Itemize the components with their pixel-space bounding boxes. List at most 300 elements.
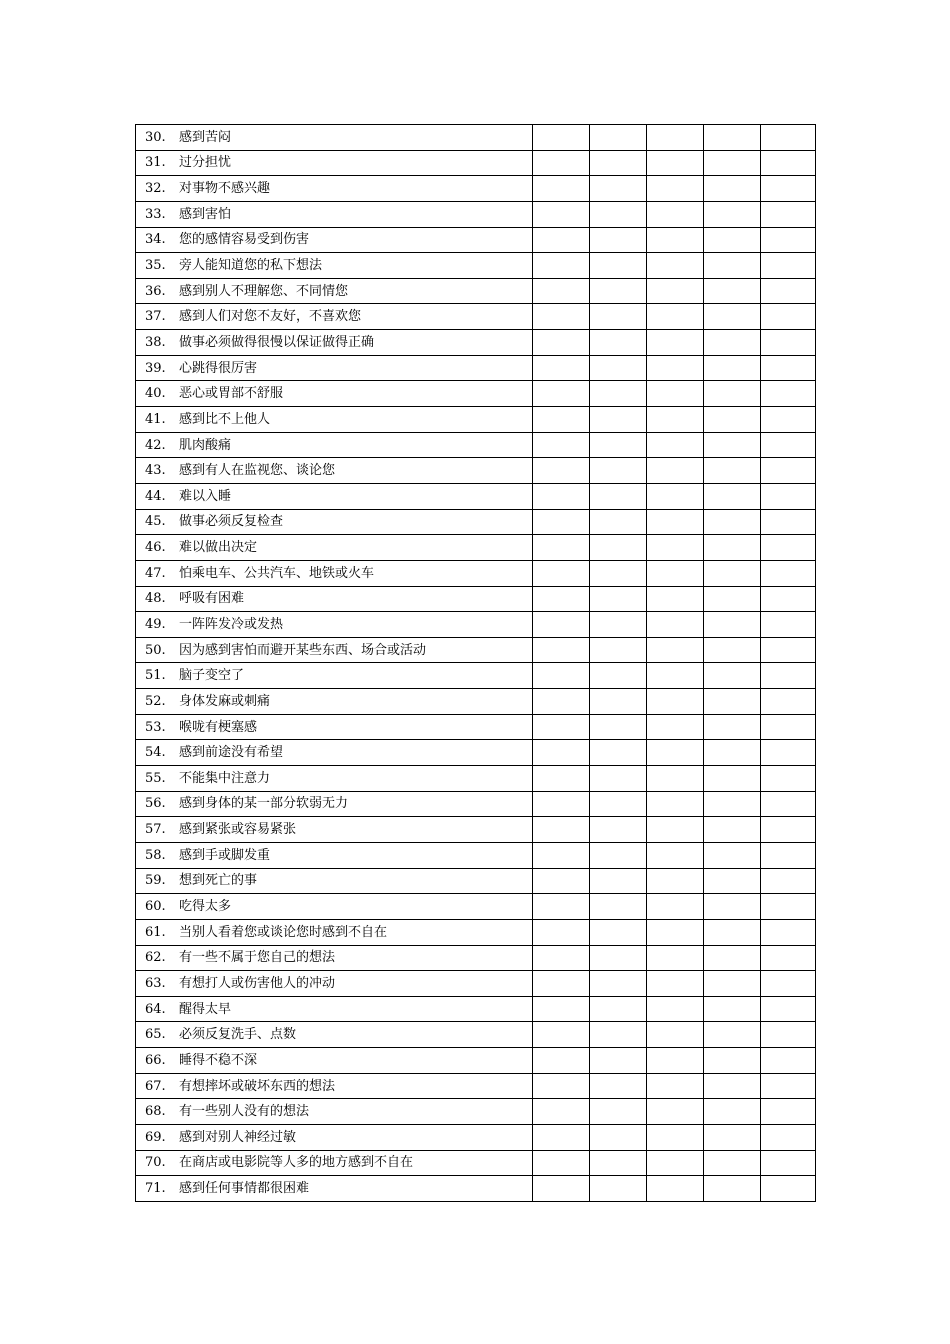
item-text: 心跳得很厉害 <box>179 360 258 376</box>
rating-cell-5[interactable] <box>761 663 816 689</box>
rating-cell-2[interactable] <box>590 740 647 766</box>
rating-cell-4[interactable] <box>704 1150 761 1176</box>
rating-cell-1[interactable] <box>533 304 590 330</box>
item-number: 63. <box>145 975 166 991</box>
rating-cell-4[interactable] <box>704 432 761 458</box>
item-text: 感到人们对您不友好，不喜欢您 <box>179 309 362 325</box>
table-row <box>136 689 816 715</box>
rating-cell-5[interactable] <box>761 304 816 330</box>
rating-cell-1[interactable] <box>533 1124 590 1150</box>
item-cell <box>136 996 533 1022</box>
rating-cell-1[interactable] <box>533 330 590 356</box>
item-cell <box>136 894 533 920</box>
rating-cell-2[interactable] <box>590 637 647 663</box>
rating-cell-3[interactable] <box>647 817 704 843</box>
rating-cell-2[interactable] <box>590 330 647 356</box>
rating-cell-3[interactable] <box>647 278 704 304</box>
rating-cell-1[interactable] <box>533 201 590 227</box>
item-number: 60. <box>145 899 166 915</box>
item-text: 过分担忧 <box>179 155 232 171</box>
rating-cell-1[interactable] <box>533 176 590 202</box>
rating-cell-5[interactable] <box>761 535 816 561</box>
item-cell <box>136 868 533 894</box>
rating-cell-2[interactable] <box>590 1124 647 1150</box>
table-row <box>136 714 816 740</box>
rating-cell-4[interactable] <box>704 817 761 843</box>
rating-cell-2[interactable] <box>590 150 647 176</box>
rating-cell-4[interactable] <box>704 945 761 971</box>
rating-cell-1[interactable] <box>533 971 590 997</box>
item-number: 46. <box>145 540 166 556</box>
table-row <box>136 509 816 535</box>
rating-cell-4[interactable] <box>704 1099 761 1125</box>
rating-cell-1[interactable] <box>533 996 590 1022</box>
rating-cell-5[interactable] <box>761 868 816 894</box>
rating-cell-4[interactable] <box>704 740 761 766</box>
rating-cell-1[interactable] <box>533 1022 590 1048</box>
item-number: 30. <box>145 129 166 145</box>
rating-cell-3[interactable] <box>647 483 704 509</box>
rating-cell-5[interactable] <box>761 689 816 715</box>
rating-cell-3[interactable] <box>647 919 704 945</box>
item-text: 肌肉酸痛 <box>179 437 232 453</box>
item-text: 感到任何事情都很困难 <box>179 1181 310 1197</box>
rating-cell-2[interactable] <box>590 201 647 227</box>
rating-cell-2[interactable] <box>590 176 647 202</box>
rating-cell-4[interactable] <box>704 714 761 740</box>
rating-cell-1[interactable] <box>533 714 590 740</box>
rating-cell-4[interactable] <box>704 842 761 868</box>
rating-cell-1[interactable] <box>533 817 590 843</box>
rating-cell-5[interactable] <box>761 996 816 1022</box>
rating-cell-1[interactable] <box>533 535 590 561</box>
item-cell <box>136 560 533 586</box>
rating-cell-1[interactable] <box>533 407 590 433</box>
item-number: 42. <box>145 437 166 453</box>
rating-cell-3[interactable] <box>647 740 704 766</box>
item-cell <box>136 381 533 407</box>
rating-cell-3[interactable] <box>647 791 704 817</box>
table-row <box>136 1150 816 1176</box>
rating-cell-4[interactable] <box>704 150 761 176</box>
rating-cell-5[interactable] <box>761 1048 816 1074</box>
rating-cell-5[interactable] <box>761 201 816 227</box>
rating-cell-2[interactable] <box>590 945 647 971</box>
table-row <box>136 227 816 253</box>
rating-cell-5[interactable] <box>761 483 816 509</box>
rating-cell-3[interactable] <box>647 1176 704 1202</box>
item-cell <box>136 1073 533 1099</box>
rating-cell-2[interactable] <box>590 1073 647 1099</box>
item-cell <box>136 201 533 227</box>
rating-cell-5[interactable] <box>761 1022 816 1048</box>
rating-cell-4[interactable] <box>704 330 761 356</box>
item-text: 不能集中注意力 <box>179 770 271 786</box>
rating-cell-5[interactable] <box>761 586 816 612</box>
rating-cell-5[interactable] <box>761 150 816 176</box>
item-number: 71. <box>145 1181 166 1197</box>
item-text: 喉咙有梗塞感 <box>179 719 258 735</box>
rating-cell-4[interactable] <box>704 766 761 792</box>
rating-cell-4[interactable] <box>704 1022 761 1048</box>
rating-cell-5[interactable] <box>761 560 816 586</box>
table-row <box>136 381 816 407</box>
rating-cell-4[interactable] <box>704 227 761 253</box>
table-row <box>136 842 816 868</box>
rating-cell-2[interactable] <box>590 483 647 509</box>
rating-cell-4[interactable] <box>704 355 761 381</box>
rating-cell-5[interactable] <box>761 945 816 971</box>
rating-cell-1[interactable] <box>533 483 590 509</box>
rating-cell-3[interactable] <box>647 1150 704 1176</box>
rating-cell-4[interactable] <box>704 1176 761 1202</box>
rating-cell-1[interactable] <box>533 1099 590 1125</box>
rating-cell-2[interactable] <box>590 919 647 945</box>
item-cell <box>136 1176 533 1202</box>
item-text: 感到害怕 <box>179 206 232 222</box>
rating-cell-2[interactable] <box>590 766 647 792</box>
item-text: 醒得太早 <box>179 1001 232 1017</box>
rating-cell-3[interactable] <box>647 689 704 715</box>
rating-cell-4[interactable] <box>704 894 761 920</box>
table-row <box>136 740 816 766</box>
rating-cell-3[interactable] <box>647 1099 704 1125</box>
rating-cell-3[interactable] <box>647 355 704 381</box>
rating-cell-2[interactable] <box>590 227 647 253</box>
rating-cell-3[interactable] <box>647 894 704 920</box>
table-row <box>136 586 816 612</box>
item-number: 53. <box>145 719 166 735</box>
rating-cell-4[interactable] <box>704 637 761 663</box>
rating-cell-4[interactable] <box>704 176 761 202</box>
item-text: 做事必须做得很慢以保证做得正确 <box>179 334 375 350</box>
rating-cell-2[interactable] <box>590 535 647 561</box>
rating-cell-5[interactable] <box>761 432 816 458</box>
rating-cell-3[interactable] <box>647 201 704 227</box>
item-cell <box>136 766 533 792</box>
item-cell <box>136 227 533 253</box>
item-cell <box>136 919 533 945</box>
table-row <box>136 817 816 843</box>
item-number: 47. <box>145 565 166 581</box>
item-number: 35. <box>145 258 166 274</box>
rating-cell-2[interactable] <box>590 842 647 868</box>
item-text: 难以入睡 <box>179 488 232 504</box>
rating-cell-2[interactable] <box>590 1048 647 1074</box>
rating-cell-3[interactable] <box>647 1073 704 1099</box>
rating-cell-4[interactable] <box>704 458 761 484</box>
rating-cell-5[interactable] <box>761 740 816 766</box>
rating-cell-5[interactable] <box>761 407 816 433</box>
rating-cell-3[interactable] <box>647 714 704 740</box>
rating-cell-5[interactable] <box>761 842 816 868</box>
rating-cell-5[interactable] <box>761 919 816 945</box>
rating-cell-4[interactable] <box>704 483 761 509</box>
rating-cell-5[interactable] <box>761 125 816 151</box>
rating-cell-1[interactable] <box>533 253 590 279</box>
rating-cell-3[interactable] <box>647 586 704 612</box>
rating-cell-5[interactable] <box>761 330 816 356</box>
rating-cell-4[interactable] <box>704 304 761 330</box>
item-cell <box>136 355 533 381</box>
rating-cell-1[interactable] <box>533 586 590 612</box>
rating-cell-5[interactable] <box>761 227 816 253</box>
item-number: 67. <box>145 1078 166 1094</box>
rating-cell-4[interactable] <box>704 868 761 894</box>
rating-cell-2[interactable] <box>590 509 647 535</box>
item-text: 有想摔坏或破坏东西的想法 <box>179 1078 336 1094</box>
rating-cell-3[interactable] <box>647 253 704 279</box>
rating-cell-2[interactable] <box>590 458 647 484</box>
rating-cell-5[interactable] <box>761 971 816 997</box>
item-text: 想到死亡的事 <box>179 873 258 889</box>
item-number: 54. <box>145 745 166 761</box>
rating-cell-3[interactable] <box>647 150 704 176</box>
rating-cell-1[interactable] <box>533 381 590 407</box>
rating-cell-4[interactable] <box>704 996 761 1022</box>
rating-cell-2[interactable] <box>590 355 647 381</box>
rating-cell-5[interactable] <box>761 509 816 535</box>
rating-cell-1[interactable] <box>533 1176 590 1202</box>
rating-cell-2[interactable] <box>590 1150 647 1176</box>
rating-cell-4[interactable] <box>704 278 761 304</box>
rating-cell-1[interactable] <box>533 227 590 253</box>
rating-cell-5[interactable] <box>761 253 816 279</box>
rating-cell-4[interactable] <box>704 919 761 945</box>
table-row <box>136 201 816 227</box>
rating-cell-3[interactable] <box>647 125 704 151</box>
item-text: 您的感情容易受到伤害 <box>179 232 310 248</box>
rating-cell-2[interactable] <box>590 278 647 304</box>
rating-cell-1[interactable] <box>533 637 590 663</box>
rating-cell-5[interactable] <box>761 1150 816 1176</box>
rating-cell-5[interactable] <box>761 612 816 638</box>
table-row <box>136 945 816 971</box>
rating-cell-1[interactable] <box>533 868 590 894</box>
rating-cell-4[interactable] <box>704 560 761 586</box>
rating-cell-3[interactable] <box>647 971 704 997</box>
rating-cell-2[interactable] <box>590 791 647 817</box>
table-row <box>136 971 816 997</box>
rating-cell-3[interactable] <box>647 637 704 663</box>
rating-cell-4[interactable] <box>704 1124 761 1150</box>
rating-cell-3[interactable] <box>647 535 704 561</box>
item-text: 睡得不稳不深 <box>179 1052 258 1068</box>
table-row <box>136 150 816 176</box>
rating-cell-2[interactable] <box>590 407 647 433</box>
rating-cell-5[interactable] <box>761 278 816 304</box>
rating-cell-4[interactable] <box>704 663 761 689</box>
table-row <box>136 791 816 817</box>
rating-cell-2[interactable] <box>590 1099 647 1125</box>
rating-cell-5[interactable] <box>761 176 816 202</box>
item-text: 因为感到害怕而避开某些东西、场合或活动 <box>179 642 427 658</box>
rating-cell-1[interactable] <box>533 355 590 381</box>
item-text: 旁人能知道您的私下想法 <box>179 258 323 274</box>
rating-cell-2[interactable] <box>590 560 647 586</box>
rating-cell-4[interactable] <box>704 586 761 612</box>
rating-cell-4[interactable] <box>704 612 761 638</box>
rating-cell-4[interactable] <box>704 125 761 151</box>
rating-cell-2[interactable] <box>590 432 647 458</box>
rating-cell-4[interactable] <box>704 1048 761 1074</box>
rating-cell-1[interactable] <box>533 791 590 817</box>
rating-cell-2[interactable] <box>590 1022 647 1048</box>
rating-cell-1[interactable] <box>533 740 590 766</box>
rating-cell-1[interactable] <box>533 919 590 945</box>
item-text: 吃得太多 <box>179 899 232 915</box>
rating-cell-5[interactable] <box>761 894 816 920</box>
rating-cell-2[interactable] <box>590 253 647 279</box>
item-cell <box>136 740 533 766</box>
rating-cell-1[interactable] <box>533 1150 590 1176</box>
item-text: 感到身体的某一部分软弱无力 <box>179 796 349 812</box>
item-cell <box>136 278 533 304</box>
rating-cell-3[interactable] <box>647 766 704 792</box>
rating-cell-3[interactable] <box>647 176 704 202</box>
rating-cell-1[interactable] <box>533 894 590 920</box>
rating-cell-3[interactable] <box>647 663 704 689</box>
rating-cell-5[interactable] <box>761 1073 816 1099</box>
rating-cell-1[interactable] <box>533 689 590 715</box>
rating-cell-3[interactable] <box>647 432 704 458</box>
rating-cell-5[interactable] <box>761 1124 816 1150</box>
table-row <box>136 612 816 638</box>
rating-cell-2[interactable] <box>590 996 647 1022</box>
rating-cell-4[interactable] <box>704 509 761 535</box>
item-cell <box>136 150 533 176</box>
rating-cell-1[interactable] <box>533 842 590 868</box>
item-text: 恶心或胃部不舒服 <box>179 386 284 402</box>
rating-cell-5[interactable] <box>761 791 816 817</box>
item-cell <box>136 586 533 612</box>
rating-cell-3[interactable] <box>647 1048 704 1074</box>
rating-cell-2[interactable] <box>590 381 647 407</box>
table-row <box>136 560 816 586</box>
table-row <box>136 535 816 561</box>
table-row <box>136 1099 816 1125</box>
rating-cell-2[interactable] <box>590 586 647 612</box>
item-text: 感到别人不理解您、不同情您 <box>179 283 349 299</box>
rating-cell-4[interactable] <box>704 253 761 279</box>
rating-cell-5[interactable] <box>761 355 816 381</box>
rating-cell-2[interactable] <box>590 817 647 843</box>
rating-cell-4[interactable] <box>704 381 761 407</box>
item-number: 55. <box>145 770 166 786</box>
rating-cell-3[interactable] <box>647 1022 704 1048</box>
rating-cell-3[interactable] <box>647 330 704 356</box>
rating-cell-1[interactable] <box>533 432 590 458</box>
item-cell <box>136 663 533 689</box>
rating-cell-2[interactable] <box>590 304 647 330</box>
item-cell <box>136 535 533 561</box>
rating-cell-2[interactable] <box>590 868 647 894</box>
rating-cell-2[interactable] <box>590 714 647 740</box>
rating-cell-2[interactable] <box>590 689 647 715</box>
rating-cell-3[interactable] <box>647 1124 704 1150</box>
item-text: 有想打人或伤害他人的冲动 <box>179 975 336 991</box>
rating-cell-3[interactable] <box>647 381 704 407</box>
rating-cell-3[interactable] <box>647 458 704 484</box>
rating-cell-5[interactable] <box>761 381 816 407</box>
rating-cell-4[interactable] <box>704 791 761 817</box>
table-row <box>136 355 816 381</box>
rating-cell-3[interactable] <box>647 996 704 1022</box>
rating-cell-3[interactable] <box>647 227 704 253</box>
rating-cell-1[interactable] <box>533 663 590 689</box>
rating-cell-5[interactable] <box>761 714 816 740</box>
rating-cell-3[interactable] <box>647 945 704 971</box>
table-row <box>136 278 816 304</box>
rating-cell-4[interactable] <box>704 1073 761 1099</box>
item-number: 45. <box>145 514 166 530</box>
rating-cell-3[interactable] <box>647 868 704 894</box>
rating-cell-1[interactable] <box>533 612 590 638</box>
item-text: 身体发麻或刺痛 <box>179 693 271 709</box>
questionnaire-table <box>135 124 816 1202</box>
table-row <box>136 330 816 356</box>
rating-cell-2[interactable] <box>590 612 647 638</box>
rating-cell-4[interactable] <box>704 971 761 997</box>
rating-cell-1[interactable] <box>533 560 590 586</box>
table-row <box>136 407 816 433</box>
item-number: 40. <box>145 386 166 402</box>
rating-cell-4[interactable] <box>704 201 761 227</box>
rating-cell-5[interactable] <box>761 458 816 484</box>
rating-cell-3[interactable] <box>647 509 704 535</box>
rating-cell-3[interactable] <box>647 612 704 638</box>
rating-cell-1[interactable] <box>533 1073 590 1099</box>
rating-cell-5[interactable] <box>761 637 816 663</box>
item-text: 一阵阵发冷或发热 <box>179 616 284 632</box>
rating-cell-4[interactable] <box>704 689 761 715</box>
rating-cell-1[interactable] <box>533 458 590 484</box>
item-cell <box>136 791 533 817</box>
rating-cell-2[interactable] <box>590 125 647 151</box>
rating-cell-2[interactable] <box>590 663 647 689</box>
rating-cell-2[interactable] <box>590 971 647 997</box>
rating-cell-5[interactable] <box>761 1099 816 1125</box>
item-text: 有一些别人没有的想法 <box>179 1104 310 1120</box>
rating-cell-1[interactable] <box>533 766 590 792</box>
rating-cell-2[interactable] <box>590 894 647 920</box>
rating-cell-3[interactable] <box>647 407 704 433</box>
rating-cell-2[interactable] <box>590 1176 647 1202</box>
rating-cell-1[interactable] <box>533 509 590 535</box>
rating-cell-1[interactable] <box>533 945 590 971</box>
rating-cell-4[interactable] <box>704 407 761 433</box>
item-number: 64. <box>145 1001 166 1017</box>
item-number: 61. <box>145 924 166 940</box>
table-row <box>136 637 816 663</box>
rating-cell-3[interactable] <box>647 304 704 330</box>
rating-cell-5[interactable] <box>761 817 816 843</box>
table-row <box>136 766 816 792</box>
table-row <box>136 663 816 689</box>
item-text: 当别人看着您或谈论您时感到不自在 <box>179 924 388 940</box>
rating-cell-1[interactable] <box>533 1048 590 1074</box>
rating-cell-1[interactable] <box>533 150 590 176</box>
rating-cell-1[interactable] <box>533 125 590 151</box>
item-number: 36. <box>145 283 166 299</box>
rating-cell-1[interactable] <box>533 278 590 304</box>
rating-cell-3[interactable] <box>647 842 704 868</box>
rating-cell-5[interactable] <box>761 766 816 792</box>
rating-cell-5[interactable] <box>761 1176 816 1202</box>
rating-cell-3[interactable] <box>647 560 704 586</box>
rating-cell-4[interactable] <box>704 535 761 561</box>
item-cell <box>136 971 533 997</box>
